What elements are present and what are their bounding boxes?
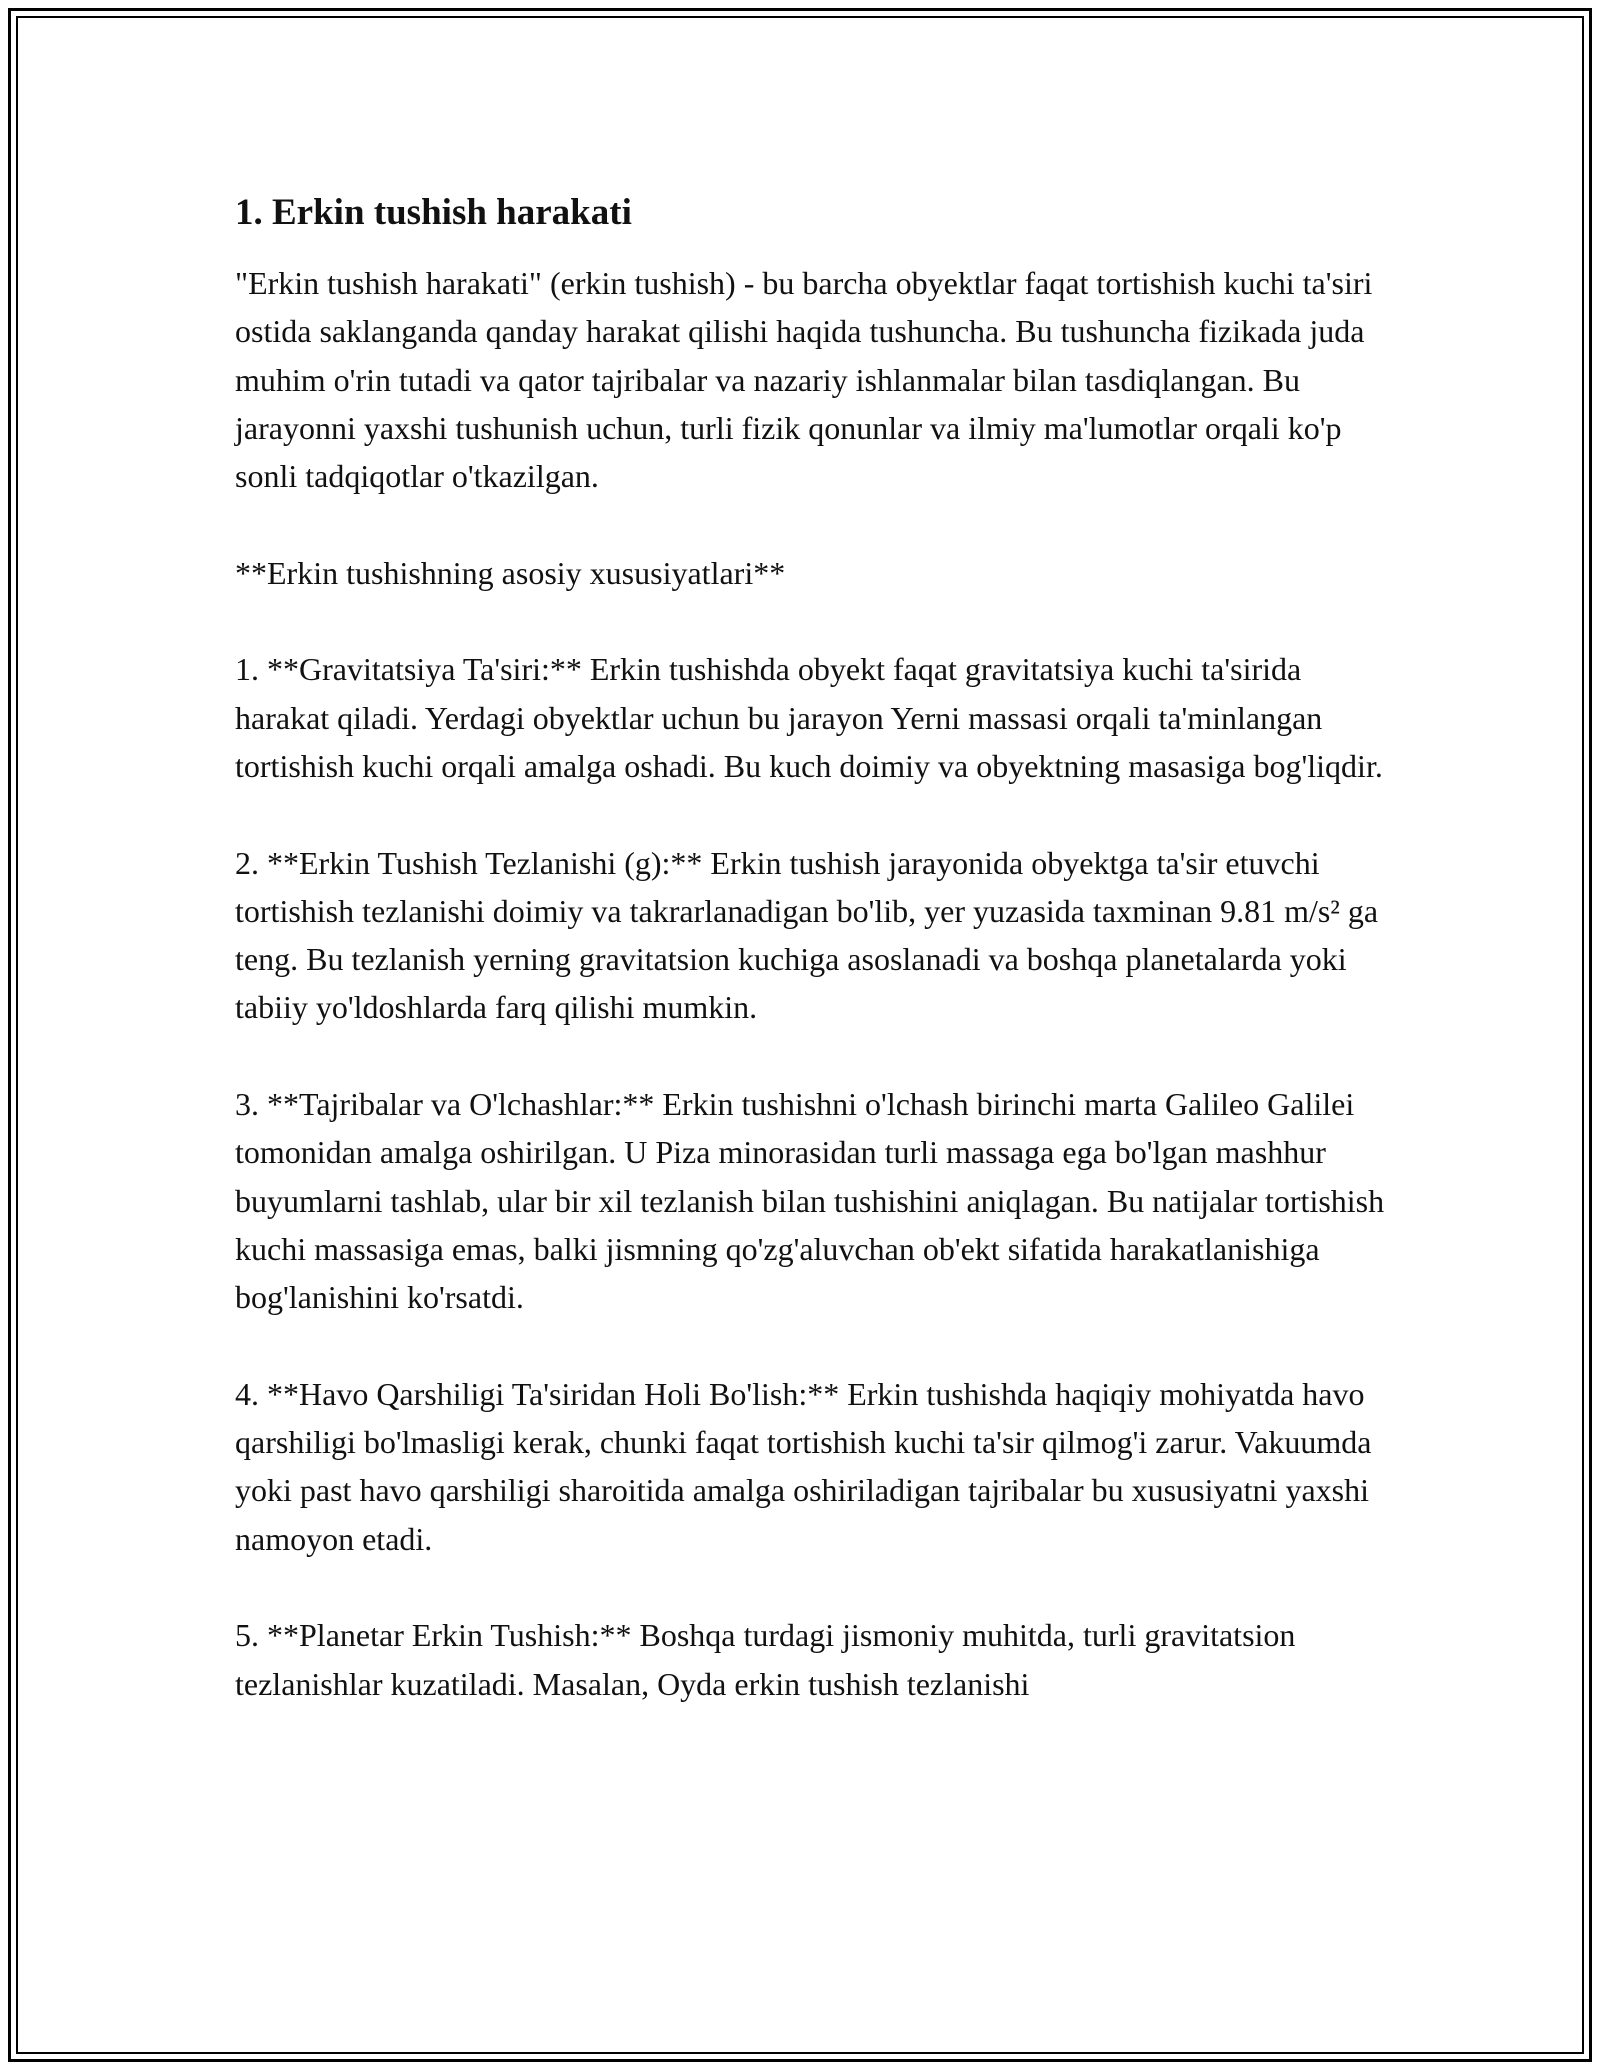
list-item-acceleration: 2. **Erkin Tushish Tezlanishi (g):** Erkin tushish jarayonida obyektga ta'sir etuvchi tortishish tezlanishi doimiy va takrarlanadigan bo'lib, yer yuzasida taxminan 9.81 m/s² ga teng. Bu tezlanish yerning gravitatsion kuchiga asoslanadi va boshqa planetalarda yoki tabiiy yo'ldoshlarda farq qilishi mumkin. (235, 844, 1379, 1026)
list-item-air-resistance: 4. **Havo Qarshiligi Ta'siridan Holi Bo'lish:** Erkin tushishda haqiqiy mohiyatda havo qarshiligi bo'lmasligi kerak, chunki faqat tortishish kuchi ta'sir qilmog'i zarur. Vakuumda yoki past havo qarshiligi sharoitida amalga oshiriladigan tajribalar bu xususiyatni yaxshi namoyon etadi. (235, 1375, 1372, 1557)
subheading-paragraph: **Erkin tushishning asosiy xususiyatlari** (235, 554, 786, 591)
list-item-gravity: 1. **Gravitatsiya Ta'siri:** Erkin tushishda obyekt faqat gravitatsiya kuchi ta'sirida harakat qiladi. Yerdagi obyektlar uchun bu jarayon Yerni massasi orqali ta'minlangan tortishish kuchi orqali amalga oshadi. Bu kuch doimiy va obyektning masasiga bog'liqdir. (235, 651, 1383, 784)
document-body (235, 185, 1385, 1708)
section-title: 1. Erkin tushish harakati (235, 192, 632, 233)
intro-paragraph: "Erkin tushish harakati" (erkin tushish) - bu barcha obyektlar faqat tortishish kuchi ta'siri ostida saklanganda qanday harakat qilishi haqida tushuncha. Bu tushuncha fizikada juda muhim o'rin tutadi va qator tajribalar va nazariy ishlanmalar bilan tasdiqlangan. Bu jarayonni yaxshi tushunish uchun, turli fizik qonunlar va ilmiy ma'lumotlar orqali ko'p sonli tadqiqotlar o'tkazilgan. (235, 265, 1373, 495)
list-item-planetary: 5. **Planetar Erkin Tushish:** Boshqa turdagi jismoniy muhitda, turli gravitatsion tezlanishlar kuzatiladi. Masalan, Oyda erkin tushish tezlanishi (235, 1617, 1296, 1702)
list-item-experiments: 3. **Tajribalar va O'lchashlar:** Erkin tushishni o'lchash birinchi marta Galileo Galilei tomonidan amalga oshirilgan. U Piza minorasidan turli massaga ega bo'lgan mashhur buyumlarni tashlab, ular bir xil tezlanish bilan tushishini aniqlagan. Bu natijalar tortishish kuchi massasiga emas, balki jismning qo'zg'aluvchan ob'ekt sifatida harakatlanishiga bog'lanishini ko'rsatdi. (235, 1086, 1385, 1316)
